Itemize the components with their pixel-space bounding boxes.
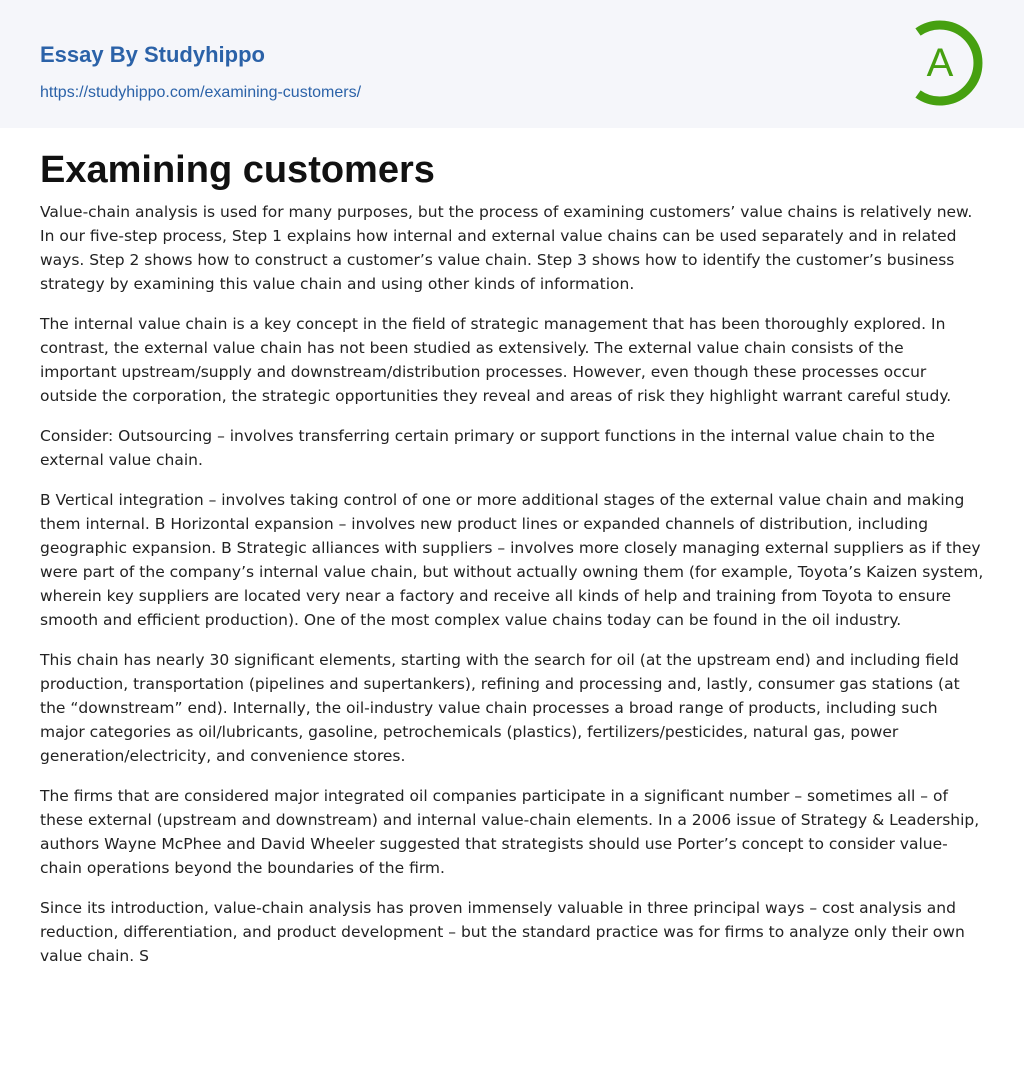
article-paragraph: Since its introduction, value-chain analysis has proven immensely valuable in three principal ways – cost analysis and reduction, differentiation, and product development – but the standard practice was for firms to analyze only their own value chain. S bbox=[40, 899, 965, 965]
article-paragraph: B Vertical integration – involves taking control of one or more additional stages of the external value chain and making them internal. B Horizontal expansion – involves new product lines or expanded channels of distribution, including geographic expansion. B Strategic alliances with suppliers – involves more closely managing external suppliers as if they were part of the company’s internal value chain, but without actually owning them (for example, Toyota’s Kaizen system, wherein key suppliers are located very near a factory and receive all kinds of help and training from Toyota to ensure smooth and efficient production). One of the most complex value chains today can be found in the oil industry. bbox=[40, 491, 984, 629]
site-header bbox=[0, 0, 1024, 128]
article-title: Examining customers bbox=[40, 149, 435, 191]
article bbox=[0, 128, 1024, 968]
article-paragraph: Value-chain analysis is used for many purposes, but the process of examining customers’ value chains is relatively new. In our five-step process, Step 1 explains how internal and external value chains can be used separately and in related ways. Step 2 shows how to construct a customer’s value chain. Step 3 shows how to identify the customer’s business strategy by examining this value chain and using other kinds of information. bbox=[40, 203, 973, 293]
article-paragraph: Consider: Outsourcing – involves transferring certain primary or support functions in the internal value chain to the external value chain. bbox=[40, 427, 935, 469]
article-paragraph: This chain has nearly 30 significant elements, starting with the search for oil (at the upstream end) and including field production, transportation (pipelines and supertankers), refining and processing and, lastly, consumer gas stations (at the “downstream” end). Internally, the oil-industry value chain processes a broad range of products, including such major categories as oil/lubricants, gasoline, petrochemicals (plastics), fertilizers/pesticides, natural gas, power generation/electricity, and convenience stores. bbox=[40, 651, 960, 765]
studyhippo-logo-icon bbox=[900, 18, 990, 108]
article-paragraph: The firms that are considered major integrated oil companies participate in a significant number – sometimes all – of these external (upstream and downstream) and internal value-chain elements. In a 2006 issue of Strategy & Leadership, authors Wayne McPhee and David Wheeler suggested that strategists should use Porter’s concept to consider value-chain operations beyond the boundaries of the firm. bbox=[40, 787, 980, 877]
article-paragraph: The internal value chain is a key concept in the field of strategic management that has been thoroughly explored. In contrast, the external value chain has not been studied as extensively. The external value chain consists of the important upstream/supply and downstream/distribution processes. However, even though these processes occur outside the corporation, the strategic opportunities they reveal and areas of risk they highlight warrant careful study. bbox=[40, 315, 952, 405]
site-title: Essay By Studyhippo bbox=[40, 42, 265, 67]
svg-text:A: A bbox=[926, 41, 954, 85]
source-url-link[interactable]: https://studyhippo.com/examining-customers/ bbox=[40, 84, 362, 101]
